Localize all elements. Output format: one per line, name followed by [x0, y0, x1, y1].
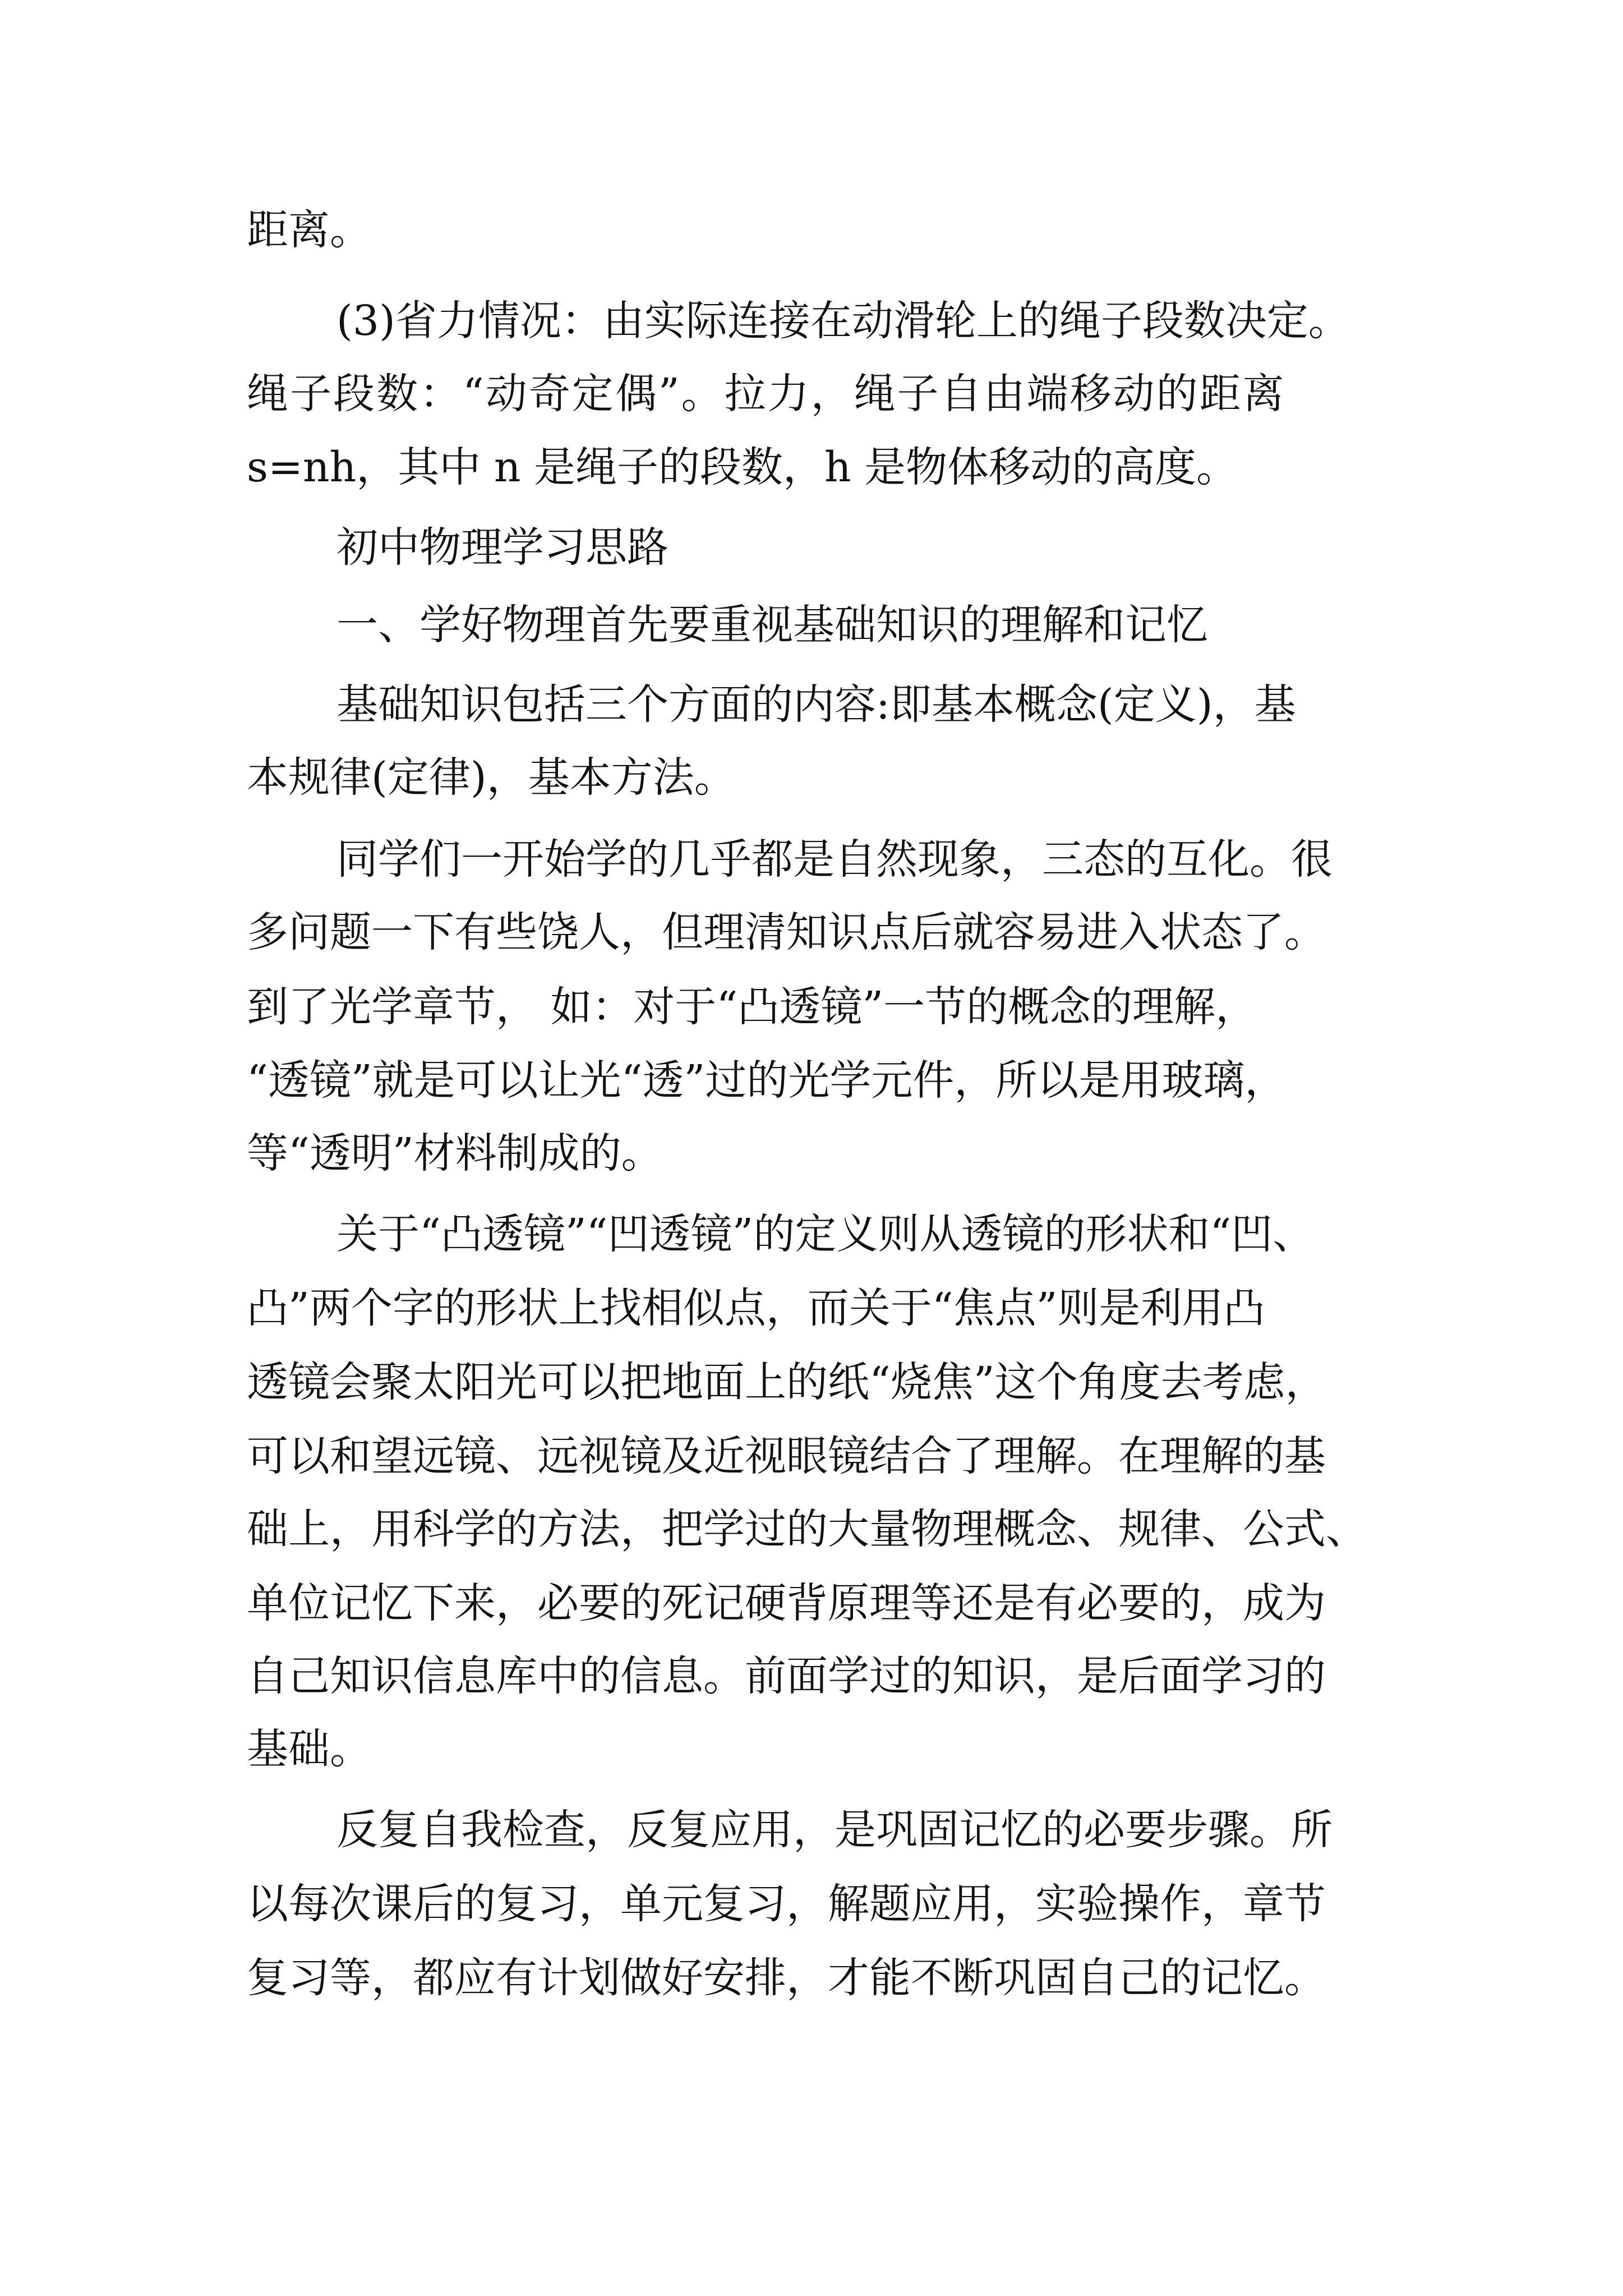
- text-line: (3)省力情况：由实际连接在动滑轮上的绳子段数决定。: [336, 297, 1350, 345]
- text-line: 透镜会聚太阳光可以把地面上的纸“烧焦”这个角度去考虑，: [247, 1358, 1327, 1406]
- text-line: 绳子段数：“动奇定偶”。拉力，绳子自由端移动的距离: [247, 370, 1286, 418]
- text-line: 距离。: [247, 206, 371, 254]
- text-line: 到了光学章节， 如：对于“凸透镜”一节的概念的理解，: [247, 983, 1257, 1031]
- text-line: 一、学好物理首先要重视基础知识的理解和记忆: [336, 601, 1208, 649]
- text-line: 以每次课后的复习，单元复习，解题应用，实验操作，章节: [247, 1880, 1326, 1928]
- text-line: 本规律(定律)，基本方法。: [247, 753, 736, 802]
- text-line: 复习等，都应有计划做好安排，才能不断巩固自己的记忆。: [247, 1954, 1326, 2002]
- text-line: 关于“凸透镜”“凹透镜”的定义则从透镜的形状和“凹、: [336, 1210, 1315, 1258]
- text-line: “透镜”就是可以让光“透”过的光学元件，所以是用玻璃，: [247, 1056, 1287, 1105]
- text-line: 等“透明”材料制成的。: [247, 1129, 663, 1177]
- text-line: 初中物理学习思路: [336, 523, 668, 572]
- text-line: 同学们一开始学的几乎都是自然现象，三态的互化。很: [336, 835, 1332, 884]
- text-line: 单位记忆下来，必要的死记硬背原理等还是有必要的，成为: [247, 1579, 1326, 1627]
- text-line: 多问题一下有些饶人，但理清知识点后就容易进入状态了。: [247, 908, 1326, 956]
- text-line: 基础。: [247, 1725, 371, 1773]
- text-line: 凸”两个字的形状上找相似点，而关于“焦点”则是利用凸: [247, 1284, 1265, 1332]
- text-line: 反复自我检查，反复应用，是巩固记忆的必要步骤。所: [336, 1806, 1332, 1854]
- text-line: 自己知识信息库中的信息。前面学过的知识，是后面学习的: [247, 1652, 1326, 1700]
- text-line: 础上，用科学的方法，把学过的大量物理概念、规律、公式、: [247, 1505, 1367, 1553]
- text-line: s=nh，其中 n 是绳子的段数，h 是物体移动的高度。: [247, 443, 1238, 491]
- text-line: 基础知识包括三个方面的内容:即基本概念(定义)，基: [336, 680, 1296, 729]
- text-line: 可以和望远镜、远视镜及近视眼镜结合了理解。在理解的基: [247, 1432, 1326, 1480]
